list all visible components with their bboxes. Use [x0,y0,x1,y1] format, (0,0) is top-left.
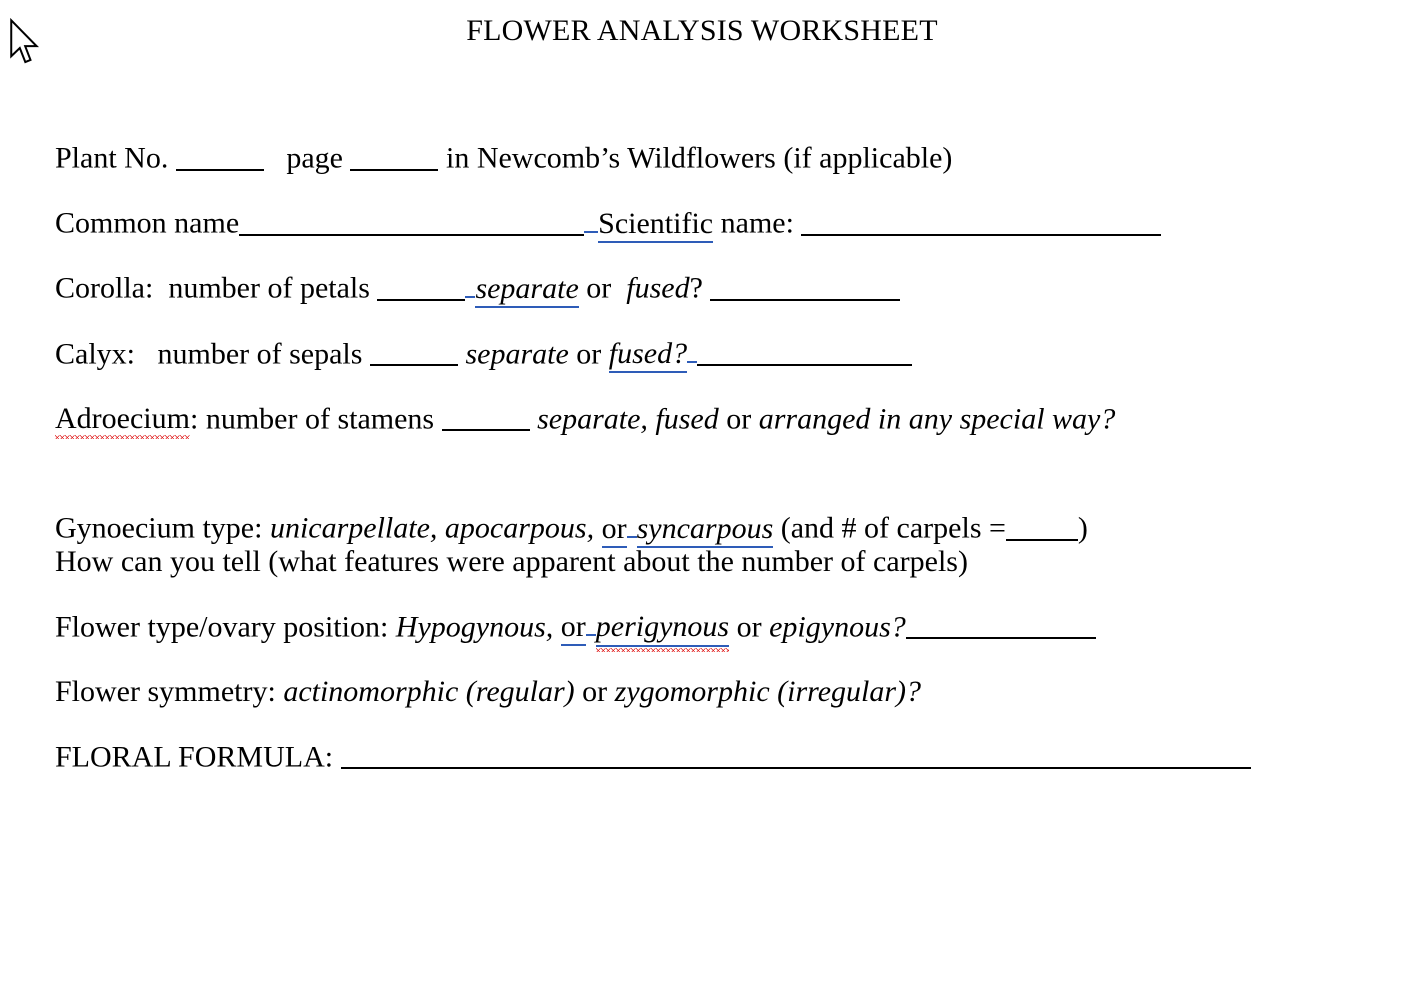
ovary-option-epigynous: epigynous? [769,610,906,644]
adroecium-colon: : [189,402,199,436]
gynoecium-option-syncarpous: syncarpous [637,512,774,548]
adroecium-option-separate: separate, [537,402,648,436]
field-adroecium [55,399,1385,436]
calyx-conjunction: or [576,337,602,371]
field-plant-number [55,138,1385,175]
plant-number-reference: in Newcomb’s Wildflowers (if applicable) [445,141,953,175]
scientific-name-input[interactable] [801,203,1161,236]
adroecium-option-fused: fused [655,402,719,436]
field-floral-formula [55,737,1385,774]
gynoecium-label: Gynoecium type: [55,511,263,545]
scientific-name-label: Scientific [598,207,713,243]
page-title: FLOWER ANALYSIS WORKSHEET [466,14,938,47]
corolla-conjunction: or [586,271,612,305]
common-name-input[interactable] [239,203,584,236]
page-number-input[interactable] [350,138,438,171]
floral-formula-label: FLORAL FORMULA: [55,740,334,774]
corolla-option-fused: fused [626,271,690,305]
field-gynoecium [55,508,1385,545]
gynoecium-carpels-input[interactable] [1006,508,1078,541]
ovary-conjunction-2: or [736,610,762,644]
adroecium-count-input[interactable] [442,399,530,432]
corolla-count-input[interactable] [377,268,465,301]
field-names [55,203,1385,240]
scientific-underline-lead [584,230,598,233]
field-symmetry [55,675,1385,709]
calyx-label: Calyx: [55,337,135,371]
ovary-perigynous-underline-lead [586,633,596,636]
symmetry-option-zygomorphic: zygomorphic (irregular)? [614,674,922,708]
corolla-separate-underline-lead [465,295,475,298]
gynoecium-option-apocarpous: apocarpous, [444,511,595,545]
corolla-option-separate: separate [475,272,578,308]
page-label: page [286,141,343,175]
gynoecium-carpels-suffix: ) [1077,511,1088,545]
field-ovary-position [55,607,1385,647]
calyx-answer-input[interactable] [697,334,912,367]
scientific-name-suffix: name: [720,206,794,240]
field-calyx [55,334,1385,371]
corolla-question-mark: ? [689,271,703,305]
adroecium-option-arranged: arranged in any special way? [758,402,1116,436]
ovary-conjunction: or [561,610,586,646]
adroecium-prompt: number of stamens [205,402,435,436]
worksheet-body [55,138,1385,774]
gynoecium-option-unicarpellate: unicarpellate, [269,511,438,545]
adroecium-label: Adroecium [55,402,190,436]
calyx-prompt: number of sepals [157,337,363,371]
calyx-option-separate: separate [465,337,569,371]
common-name-label: Common name [55,206,240,240]
symmetry-conjunction: or [582,674,608,708]
calyx-option-fused: fused? [609,337,687,373]
corolla-label: Corolla: [55,271,154,305]
ovary-position-label: Flower type/ovary position: [55,610,389,644]
plant-number-label: Plant No. [55,141,169,175]
plant-number-input[interactable] [176,138,264,171]
adroecium-conjunction: or [726,402,752,436]
calyx-count-input[interactable] [370,334,458,367]
gynoecium-follow-up: How can you tell (what features were apparent about the number of carpels) [55,545,968,579]
symmetry-label: Flower symmetry: [55,674,276,708]
calyx-fused-underline-trail [687,360,697,363]
gynoecium-conjunction: or [602,512,627,548]
ovary-option-perigynous: perigynous [596,610,729,647]
symmetry-option-actinomorphic: actinomorphic (regular) [283,674,575,708]
floral-formula-input[interactable] [341,737,1251,770]
corolla-answer-input[interactable] [710,268,900,301]
ovary-option-hypogynous: Hypogynous, [395,610,554,644]
ovary-position-answer-input[interactable] [906,607,1096,640]
corolla-prompt: number of petals [168,271,370,305]
gynoecium-syncarpous-underline-lead [627,535,637,538]
gynoecium-carpels-prefix: (and # of carpels = [780,511,1006,545]
field-corolla [55,268,1385,305]
